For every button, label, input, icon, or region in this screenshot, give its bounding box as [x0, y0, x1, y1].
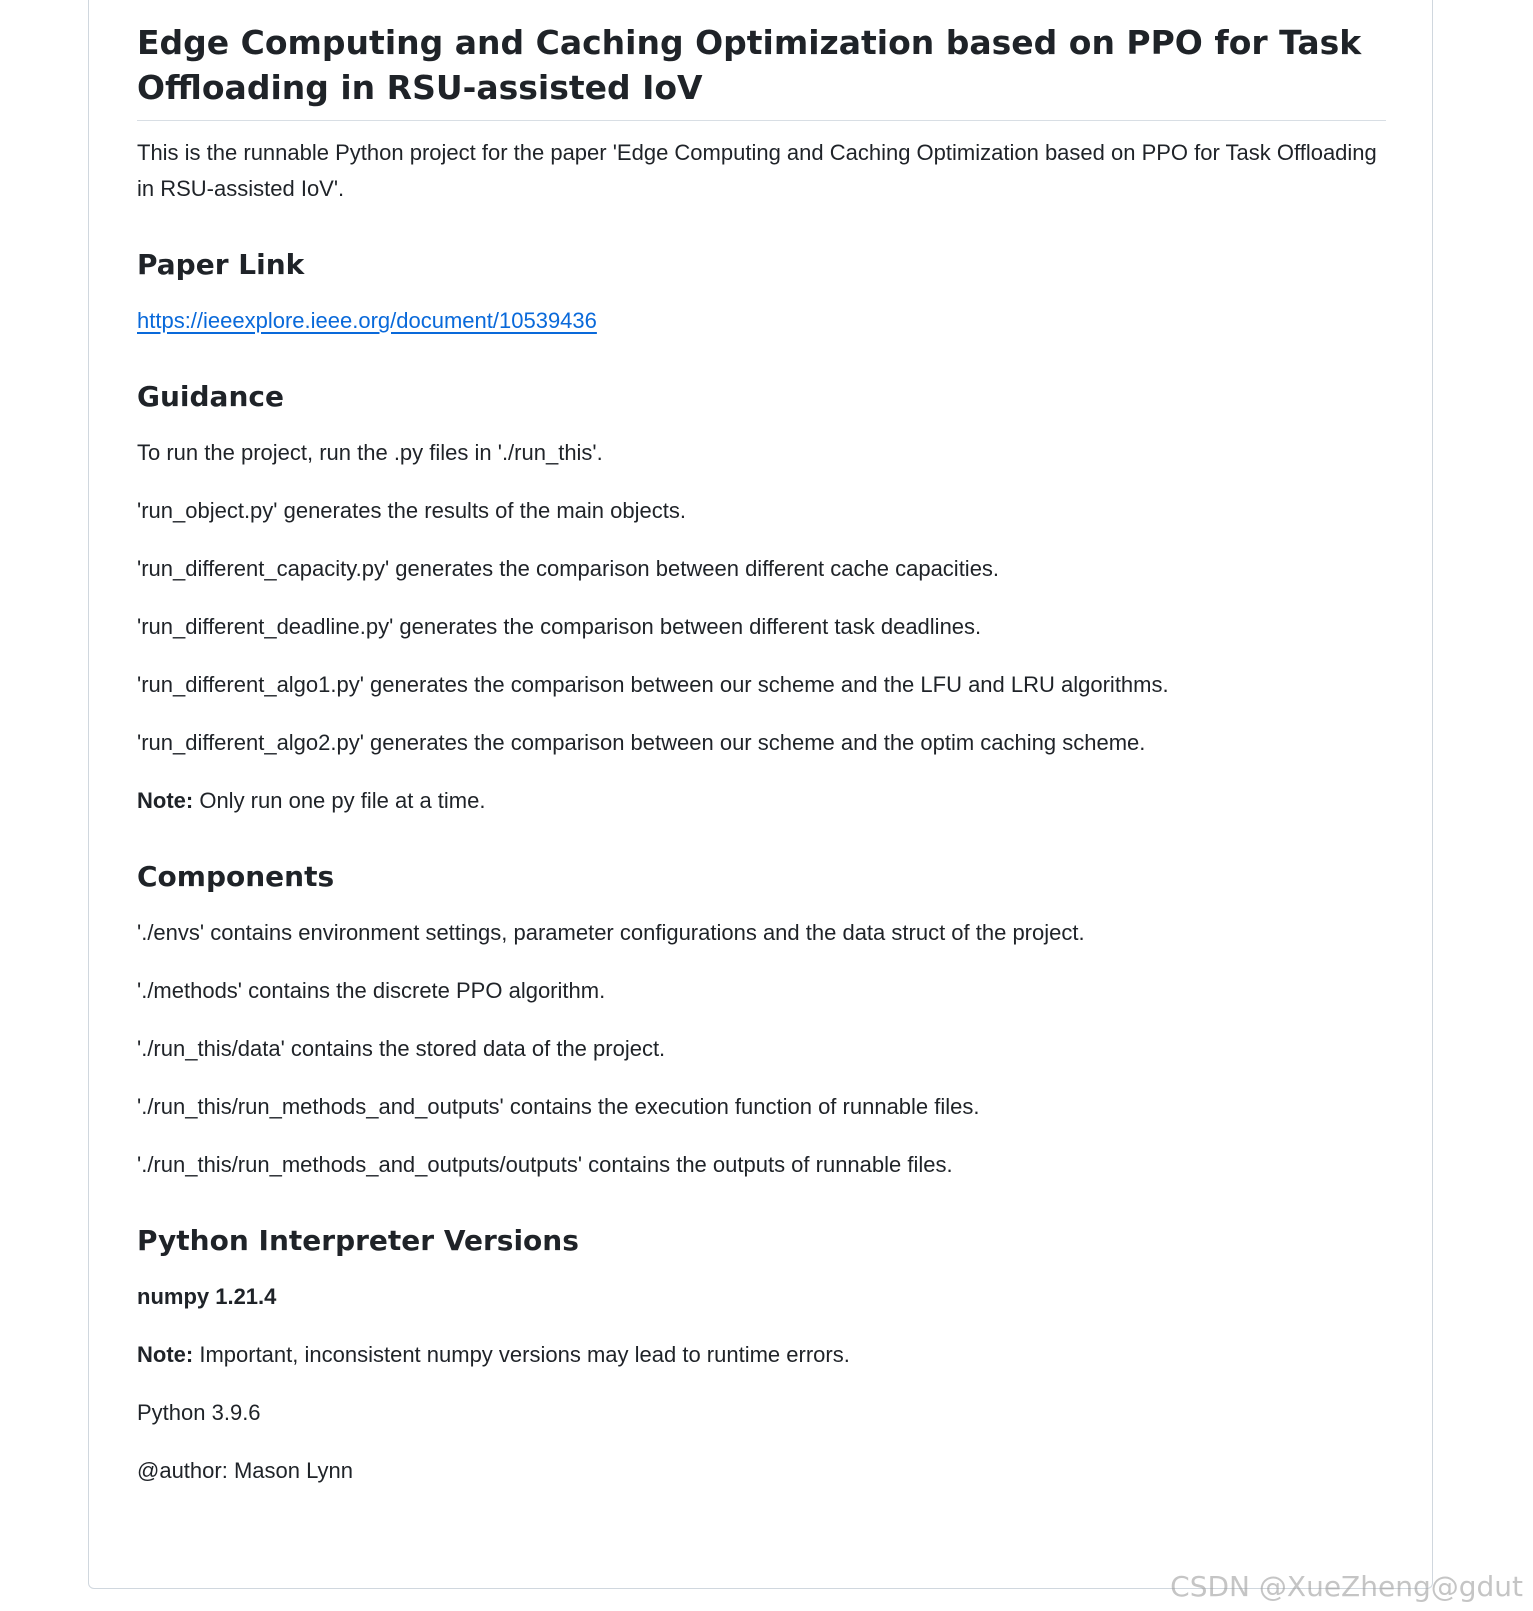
note-label: Note:	[137, 1342, 194, 1367]
heading-guidance: Guidance	[137, 380, 284, 413]
guidance-line: 'run_different_deadline.py' generates the comparison between different task deadlines.	[137, 614, 982, 639]
versions-note	[137, 1337, 1386, 1373]
page-title: Edge Computing and Caching Optimization based on PPO for Task Offloading in RSU-assisted IoV	[137, 20, 1386, 121]
component-line: './run_this/data' contains the stored data of the project.	[137, 1036, 666, 1061]
intro-paragraph: This is the runnable Python project for the paper 'Edge Computing and Caching Optimization based on PPO for Task Offloading in RSU-assisted IoV'.	[137, 140, 1377, 201]
note-text: Important, inconsistent numpy versions may lead to runtime errors.	[193, 1342, 850, 1367]
heading-versions: Python Interpreter Versions	[137, 1224, 579, 1257]
component-line: './envs' contains environment settings, parameter configurations and the data struct of the project.	[137, 920, 1085, 945]
note-text: Only run one py file at a time.	[193, 788, 486, 813]
readme-body	[137, 0, 1386, 1489]
guidance-note	[137, 783, 1386, 819]
note-label: Note:	[137, 788, 194, 813]
watermark: CSDN @XueZheng@gdut	[1170, 1570, 1523, 1603]
guidance-line: 'run_different_algo1.py' generates the comparison between our scheme and the LFU and LRU algorithms.	[137, 672, 1169, 697]
guidance-line: To run the project, run the .py files in './run_this'.	[137, 440, 603, 465]
python-version: Python 3.9.6	[137, 1400, 261, 1425]
paper-link-paragraph	[137, 303, 1386, 339]
numpy-version: numpy 1.21.4	[137, 1284, 277, 1309]
readme-card	[88, 0, 1433, 1589]
component-line: './methods' contains the discrete PPO algorithm.	[137, 978, 606, 1003]
component-line: './run_this/run_methods_and_outputs/outputs' contains the outputs of runnable files.	[137, 1152, 953, 1177]
paper-link[interactable]: https://ieeexplore.ieee.org/document/10539436	[137, 308, 597, 333]
guidance-line: 'run_different_algo2.py' generates the comparison between our scheme and the optim caching scheme.	[137, 730, 1146, 755]
heading-paper-link: Paper Link	[137, 248, 305, 281]
component-line: './run_this/run_methods_and_outputs' contains the execution function of runnable files.	[137, 1094, 980, 1119]
guidance-line: 'run_object.py' generates the results of the main objects.	[137, 498, 686, 523]
author-line: @author: Mason Lynn	[137, 1458, 353, 1483]
guidance-line: 'run_different_capacity.py' generates the comparison between different cache capacities.	[137, 556, 1000, 581]
heading-components: Components	[137, 860, 335, 893]
